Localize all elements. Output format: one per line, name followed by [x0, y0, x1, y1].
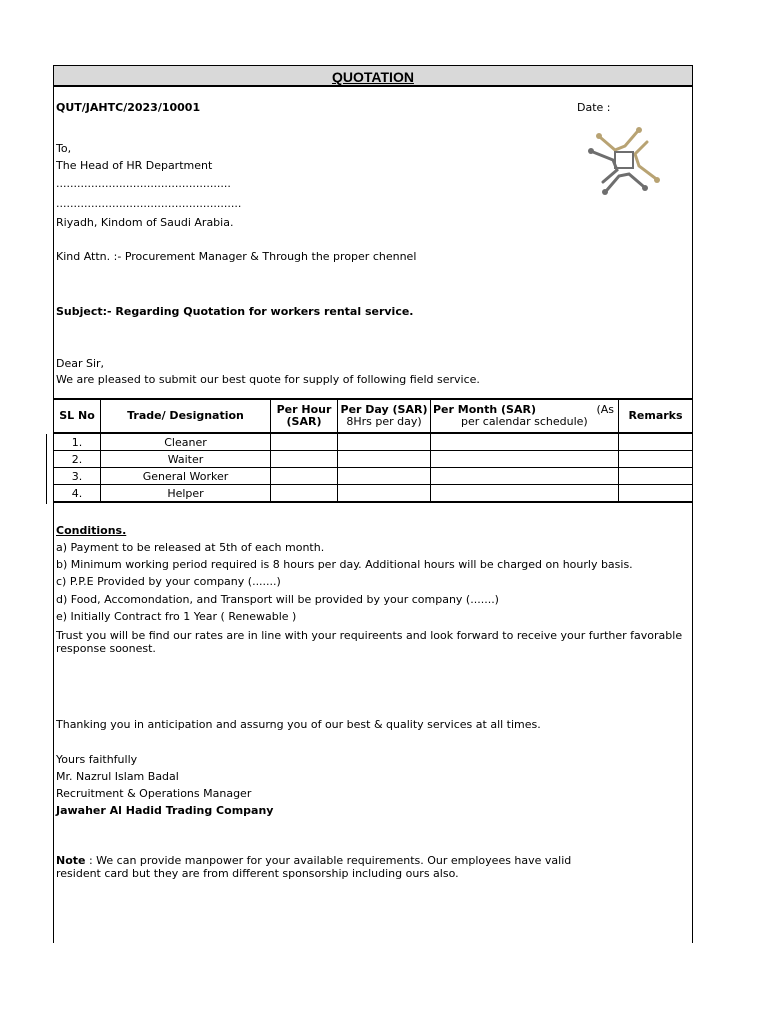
cell-trade: General Worker [101, 468, 271, 485]
header-sl-no: SL No [54, 399, 101, 433]
condition-item: a) Payment to be released at 5th of each month. [56, 541, 325, 554]
signatory-name: Mr. Nazrul Islam Badal [56, 770, 179, 783]
rates-table [53, 398, 693, 503]
cell-per-month [431, 485, 619, 503]
conditions-heading: Conditions. [56, 524, 127, 537]
condition-item: c) P.P.E Provided by your company (.......) [56, 575, 281, 588]
cell-per-hour [271, 485, 338, 503]
cell-per-hour [271, 433, 338, 451]
address-recipient: The Head of HR Department [56, 159, 213, 172]
condition-item: e) Initially Contract fro 1 Year ( Renewable ) [56, 610, 297, 623]
closing: Yours faithfully [56, 753, 138, 766]
cell-per-day [338, 451, 431, 468]
cell-per-month [431, 468, 619, 485]
trust-paragraph-line-2: response soonest. [56, 642, 156, 655]
trust-paragraph-line-1: Trust you will be find our rates are in line with your requireents and look forward to receive your further favorable [56, 629, 683, 642]
note-text: : We can provide manpower for your available requirements. Our employees have valid [85, 854, 572, 867]
header-remarks: Remarks [619, 399, 693, 433]
signatory-position: Recruitment & Operations Manager [56, 787, 252, 800]
table-row [54, 433, 693, 451]
intro-paragraph: We are pleased to submit our best quote for supply of following field service. [56, 373, 480, 386]
title-bar [54, 65, 692, 87]
company-name: Jawaher Al Hadid Trading Company [56, 804, 274, 817]
header-per-hour: Per Hour (SAR) [271, 399, 338, 433]
header-per-month: Per Month (SAR) (As per calendar schedule) [431, 399, 619, 433]
cell-sl-no: 1. [54, 433, 101, 451]
cell-sl-no: 4. [54, 485, 101, 503]
cell-remarks [619, 451, 693, 468]
note-line-2: resident card but they are from different sponsorship including ours also. [56, 867, 459, 880]
thanks-paragraph: Thanking you in anticipation and assurng you of our best & quality services at all times. [56, 718, 541, 731]
handshake-logo-icon [563, 120, 685, 200]
cell-remarks [619, 468, 693, 485]
kind-attention: Kind Attn. :- Procurement Manager & Through the proper chennel [56, 250, 417, 263]
date-label: Date : [577, 101, 611, 114]
quotation-sheet [53, 65, 693, 943]
cell-remarks [619, 433, 693, 451]
salutation: Dear Sir, [56, 357, 105, 370]
condition-item: d) Food, Accomondation, and Transport will be provided by your company (.......) [56, 593, 499, 606]
table-header-row [54, 399, 693, 433]
cell-per-day [338, 468, 431, 485]
address-city: Riyadh, Kindom of Saudi Arabia. [56, 216, 234, 229]
header-trade: Trade/ Designation [101, 399, 271, 433]
cell-remarks [619, 485, 693, 503]
cell-per-month [431, 451, 619, 468]
cell-sl-no: 2. [54, 451, 101, 468]
subject-line: Subject:- Regarding Quotation for workers rental service. [56, 305, 414, 318]
address-line-blank-1: .................................................. [56, 177, 231, 190]
address-line-blank-2: ..................................................... [56, 197, 242, 210]
cell-trade: Helper [101, 485, 271, 503]
cell-per-day [338, 433, 431, 451]
table-row [54, 451, 693, 468]
header-per-day: Per Day (SAR) 8Hrs per day) [338, 399, 431, 433]
note-label: Note [56, 854, 86, 867]
cell-trade: Waiter [101, 451, 271, 468]
cell-per-hour [271, 468, 338, 485]
cell-per-hour [271, 451, 338, 468]
note-line-1 [56, 854, 571, 868]
address-to: To, [56, 142, 72, 155]
condition-item: b) Minimum working period required is 8 hours per day. Additional hours will be charged on hourly basis. [56, 558, 633, 571]
table-row [54, 468, 693, 485]
cell-per-day [338, 485, 431, 503]
reference-number: QUT/JAHTC/2023/10001 [56, 101, 201, 114]
cell-trade: Cleaner [101, 433, 271, 451]
table-row [54, 485, 693, 503]
document-title: QUOTATION [332, 69, 414, 85]
cell-per-month [431, 433, 619, 451]
cell-sl-no: 3. [54, 468, 101, 485]
